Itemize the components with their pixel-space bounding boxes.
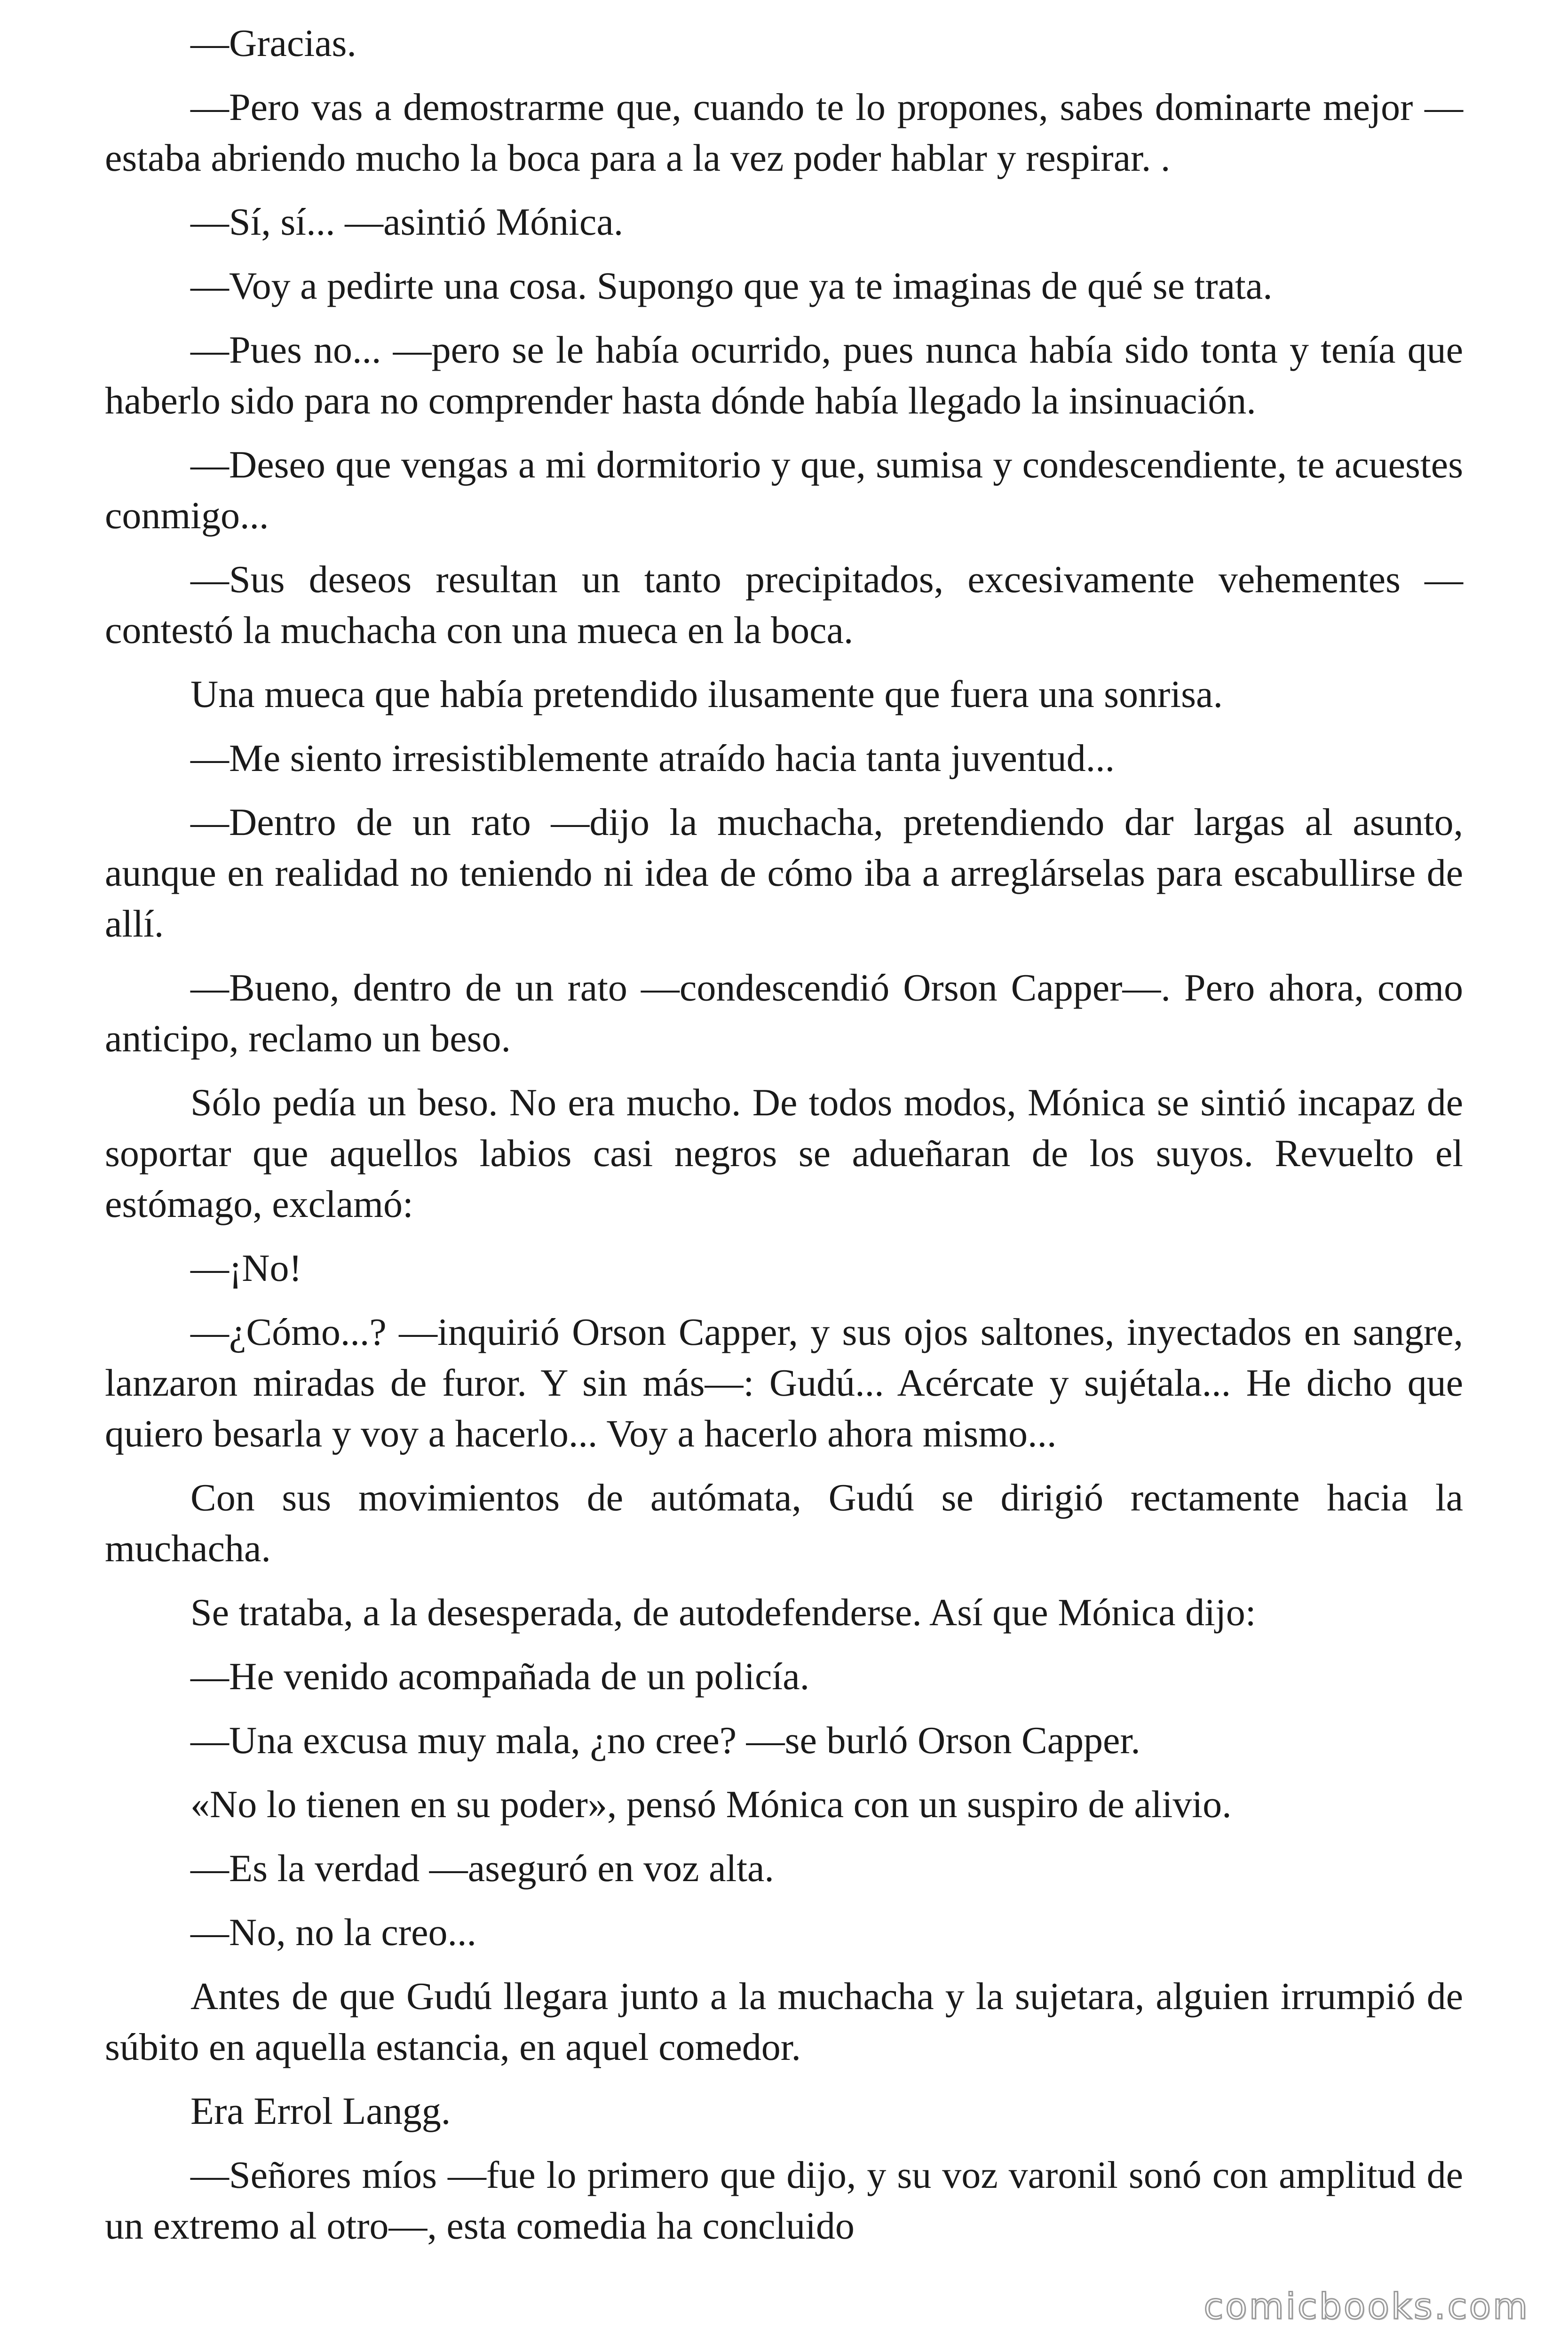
paragraph: —Bueno, dentro de un rato —condescendió Orson Capper—. Pero ahora, como anticipo, reclamo un beso. [105, 966, 1463, 1060]
paragraph: Una mueca que había pretendido ilusamente que fuera una sonrisa. [190, 673, 1223, 715]
paragraph: —Sí, sí... —asintió Mónica. [190, 200, 624, 243]
paragraph: —Me siento irresistiblemente atraído hacia tanta juventud... [190, 737, 1115, 779]
watermark: comicbooks.com [1204, 2285, 1529, 2327]
paragraph: «No lo tienen en su poder», pensó Mónica con un suspiro de alivio. [190, 1783, 1232, 1826]
paragraph: —Señores míos —fue lo primero que dijo, y su voz varonil sonó con amplitud de un extremo al otro—, esta comedia ha concluido [105, 2153, 1463, 2247]
paragraph: —¿Cómo...? —inquirió Orson Capper, y sus ojos saltones, inyectados en sangre, lanzaron miradas de furor. Y sin más—: Gudú... Acércate y sujétala... He dicho que quiero besarla y voy a hacerlo... Voy a hacerlo ahora mismo... [105, 1311, 1463, 1455]
paragraph: —Sus deseos resultan un tanto precipitados, excesivamente vehementes —contestó la muchacha con una mueca en la boca. [105, 558, 1463, 652]
paragraph: —Gracias. [190, 22, 356, 64]
paragraph: —¡No! [190, 1247, 302, 1289]
book-page-text [105, 18, 1463, 2337]
paragraph: Se trataba, a la desesperada, de autodefenderse. Así que Mónica dijo: [190, 1591, 1256, 1634]
paragraph: Era Errol Langg. [190, 2090, 451, 2132]
paragraph: —Pero vas a demostrarme que, cuando te lo propones, sabes dominarte mejor —estaba abriendo mucho la boca para a la vez poder hablar y respirar. . [105, 86, 1463, 179]
paragraph: —Dentro de un rato —dijo la muchacha, pretendiendo dar largas al asunto, aunque en realidad no teniendo ni idea de cómo iba a arreglárselas para escabullirse de allí. [105, 801, 1463, 945]
paragraph: —He venido acompañada de un policía. [190, 1655, 810, 1698]
paragraph: —Voy a pedirte una cosa. Supongo que ya te imaginas de qué se trata. [190, 264, 1273, 307]
paragraph: —Pues no... —pero se le había ocurrido, pues nunca había sido tonta y tenía que haberlo sido para no comprender hasta dónde había llegado la insinuación. [105, 328, 1463, 422]
paragraph: —Es la verdad —aseguró en voz alta. [190, 1847, 774, 1890]
paragraph: —Una excusa muy mala, ¿no cree? —se burló Orson Capper. [190, 1719, 1140, 1762]
paragraph: Con sus movimientos de autómata, Gudú se dirigió rectamente hacia la muchacha. [105, 1476, 1463, 1570]
paragraph: Antes de que Gudú llegara junto a la muchacha y la sujetara, alguien irrumpió de súbito en aquella estancia, en aquel comedor. [105, 1975, 1463, 2068]
paragraph: —No, no la creo... [190, 1911, 476, 1954]
paragraph: —Deseo que vengas a mi dormitorio y que, sumisa y condescendiente, te acuestes conmigo... [105, 443, 1463, 537]
paragraph: Sólo pedía un beso. No era mucho. De todos modos, Mónica se sintió incapaz de soportar que aquellos labios casi negros se adueñaran de los suyos. Revuelto el estómago, exclamó: [105, 1081, 1463, 1225]
